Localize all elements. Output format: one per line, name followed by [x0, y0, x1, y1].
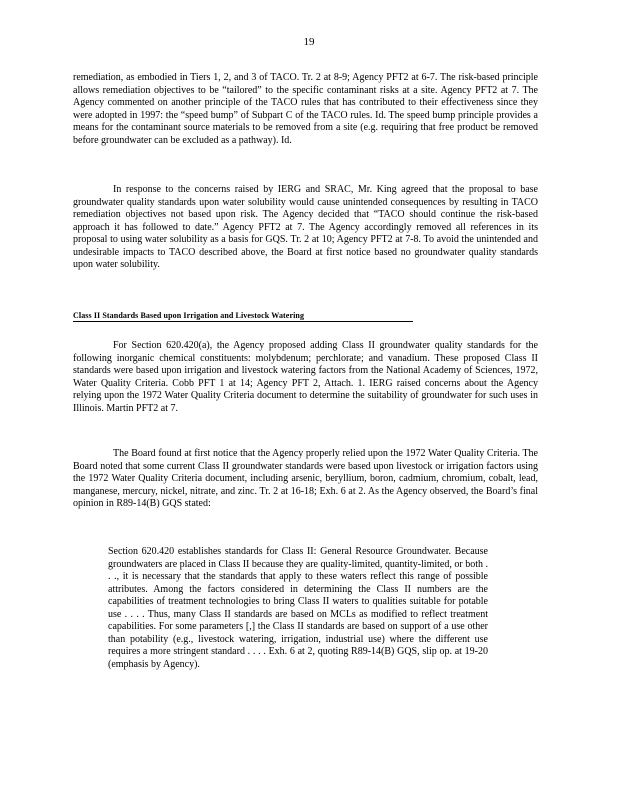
- paragraph-3: For Section 620.420(a), the Agency proposed adding Class II groundwater quality standards for the following inorganic chemical constituents: molybdenum; perchlorate; and vanadium. These proposed Class II standards were based upon irrigation and livestock watering factors from the National Academy of Sciences, 1972, Water Quality Criteria. Cobb PFT 1 at 14; Agency PFT 2, Attach. 1. IERG raised concerns about the Agency relying upon the 1972 Water Quality Criteria document to determine the suitability of groundwater for such uses in Illinois. Martin PFT2 at 7.: [73, 340, 538, 414]
- section-heading: Class II Standards Based upon Irrigation and Livestock Watering: [73, 311, 413, 322]
- page-number: 19: [303, 36, 315, 48]
- paragraph-1: remediation, as embodied in Tiers 1, 2, and 3 of TACO. Tr. 2 at 8-9; Agency PFT2 at 6-7. The risk-based principle allows remediation objectives to be “tailored” to the specific contaminant risks at a site. Agency PFT2 at 7. The Agency commented on another principle of the TACO rules that has contributed to their effectiveness since they were adopted in 1997: the “speed bump” of Subpart C of the TACO rules. Id. The speed bump principle provides a means for the contaminant source materials to be removed from a site (e.g. requiring that free product be removed before groundwater can be excluded as a pathway). Id.: [73, 72, 538, 146]
- paragraph-4: The Board found at first notice that the Agency properly relied upon the 1972 Water Quality Criteria. The Board noted that some current Class II groundwater standards were based upon livestock or irrigation factors using the 1972 Water Quality Criteria document, including arsenic, beryllium, boron, cadmium, chromium, cobalt, lead, manganese, mercury, nickel, nitrate, and zinc. Tr. 2 at 16-18; Exh. 6 at 2. As the Agency observed, the Board’s final opinion in R89-14(B) GQS stated:: [73, 448, 538, 509]
- paragraph-2: In response to the concerns raised by IERG and SRAC, Mr. King agreed that the proposal to base groundwater quality standards upon water solubility would cause unintended consequences by resulting in TACO remediation objectives not based upon risk. The Agency decided that “TACO should continue the risk-based approach it has followed to date.” Agency PFT2 at 7. The Agency accordingly removed all references in its proposal to using water solubility as a basis for GQS. Tr. 2 at 10; Agency PFT2 at 7-8. To avoid the unintended and undesirable impacts to TACO described above, the Board at first notice based no groundwater quality standards upon water solubility.: [73, 184, 538, 270]
- block-quote: Section 620.420 establishes standards for Class II: General Resource Groundwater. Because groundwaters are placed in Class II because they are quality-limited, quantity-limited, or both . . ., it is necessary that the standards that apply to these waters reflect this range of possible attributes. Among the factors considered in determining the Class II numbers are the capabilities of treatment technologies to bring Class II waters to qualities suitable for potable use . . . . Thus, many Class II standards are based on MCLs as modified to reflect treatment capabilities. For some parameters [,] the Class II standards are based on support of a use other than potability (e.g., livestock watering, irrigation, industrial use) where the different use requires a more stringent standard . . . . Exh. 6 at 2, quoting R89-14(B) GQS, slip op. at 19-20 (emphasis by Agency).: [108, 546, 488, 670]
